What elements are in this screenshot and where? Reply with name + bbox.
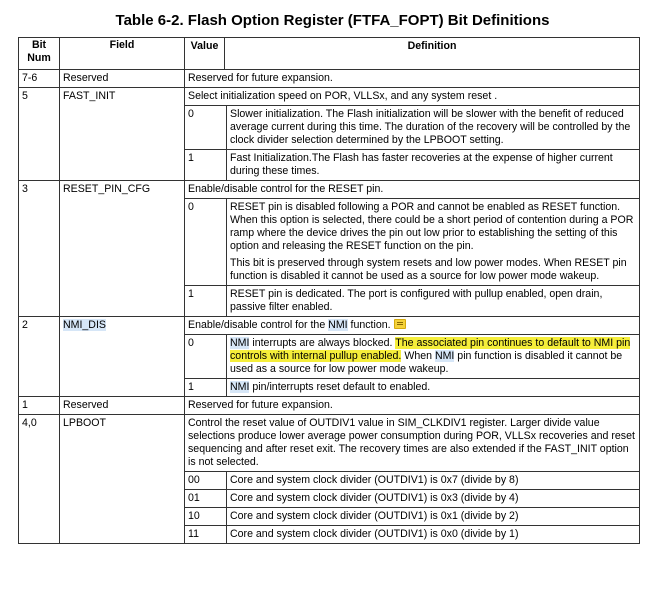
- value-row: [185, 150, 639, 181]
- value-cell: 1: [185, 379, 227, 397]
- table-row: [19, 397, 640, 415]
- value-row: [185, 526, 639, 544]
- definition-text: [185, 317, 639, 334]
- value-cell: 11: [185, 526, 227, 544]
- bit-num-cell: 2: [19, 317, 60, 397]
- header-value: Value: [185, 38, 225, 69]
- table-header-row: [19, 38, 640, 70]
- header-bit-num: Bit Num: [19, 38, 60, 70]
- value-definition: Core and system clock divider (OUTDIV1) is 0x0 (divide by 1): [227, 526, 640, 544]
- yellow-highlight: The associated pin continues to default to NMI pin controls with internal pullup enabled.: [230, 337, 631, 362]
- value-cell: 10: [185, 508, 227, 526]
- value-definition: [227, 335, 640, 379]
- value-row: [185, 335, 639, 379]
- text-run: function.: [347, 319, 391, 331]
- value-definition: Core and system clock divider (OUTDIV1) is 0x7 (divide by 8): [227, 472, 640, 490]
- value-cell: 0: [185, 199, 227, 286]
- paragraph: This bit is preserved through system resets and low power modes. When RESET pin function is disabled it cannot be used as a source for low power mode wakeup.: [230, 257, 627, 282]
- definition-text: Enable/disable control for the RESET pin.: [188, 183, 384, 195]
- definition-cell: Reserved for future expansion.: [185, 397, 640, 415]
- value-definition: RESET pin is dedicated. The port is configured with pullup enabled, open drain, passive filter enabled.: [227, 286, 640, 317]
- paragraph: RESET pin is disabled following a POR and cannot be enabled as RESET function. When this option is selected, there could be a short period of contention during a POR ramp where the device drives the pin out low prior to establishing the setting of this option and releasing the RESET function on the pin.: [230, 201, 634, 252]
- value-row: [185, 490, 639, 508]
- text-run: pin/interrupts reset default to enabled.: [249, 381, 431, 393]
- value-definition: Fast Initialization.The Flash has faster recoveries at the expense of higher current during these times.: [227, 150, 640, 181]
- text-run: pin function is disabled it cannot be used as a source for low power mode wakeup.: [230, 350, 623, 375]
- definition-text: Select initialization speed on POR, VLLSx, and any system reset .: [188, 90, 498, 102]
- nmi-highlight: NMI: [328, 319, 348, 331]
- text-run: Enable/disable control for the: [188, 319, 329, 331]
- bit-num-cell: 5: [19, 88, 60, 181]
- value-cell: 00: [185, 472, 227, 490]
- value-definition: [227, 199, 640, 286]
- value-cell: 1: [185, 286, 227, 317]
- bit-num-cell: 3: [19, 181, 60, 317]
- bit-definitions-table: [18, 37, 640, 544]
- definition-cell: [185, 415, 640, 544]
- table-row: [19, 181, 640, 317]
- table-row: [19, 88, 640, 181]
- value-cell: 1: [185, 150, 227, 181]
- highlighted-field: NMI_DIS: [63, 319, 106, 331]
- table-row: [19, 317, 640, 397]
- value-definition: Core and system clock divider (OUTDIV1) is 0x1 (divide by 2): [227, 508, 640, 526]
- field-cell: Reserved: [60, 397, 185, 415]
- value-definition: [227, 379, 640, 397]
- bit-num-cell: 7-6: [19, 70, 60, 88]
- value-row: [185, 472, 639, 490]
- field-cell: FAST_INIT: [60, 88, 185, 181]
- definition-cell: [185, 317, 640, 397]
- field-cell: RESET_PIN_CFG: [60, 181, 185, 317]
- definition-cell: Reserved for future expansion.: [185, 70, 640, 88]
- table-title: Table 6-2. Flash Option Register (FTFA_FOPT) Bit Definitions: [115, 12, 550, 29]
- value-cell: 0: [185, 335, 227, 379]
- definition-text: Control the reset value of OUTDIV1 value in SIM_CLKDIV1 register. Larger divide value selections produce lower average power consumption during POR, VLLSx recoveries and reset sequencing and after reset exit. The recovery times are also extended if the FAST_INIT option is not selected.: [188, 417, 635, 468]
- value-row: [185, 508, 639, 526]
- field-cell: Reserved: [60, 70, 185, 88]
- value-cell: 01: [185, 490, 227, 508]
- header-field: Field: [60, 38, 185, 70]
- field-cell: LPBOOT: [60, 415, 185, 544]
- comment-note-icon[interactable]: [394, 319, 406, 329]
- bit-num-cell: 4,0: [19, 415, 60, 544]
- nmi-highlight: NMI: [230, 337, 250, 349]
- text-run: When: [401, 350, 435, 362]
- value-cell: 0: [185, 106, 227, 150]
- value-row: [185, 286, 639, 317]
- table-row: [19, 415, 640, 544]
- field-cell: [60, 317, 185, 397]
- nmi-highlight: NMI: [434, 350, 455, 362]
- definition-cell: [185, 181, 640, 317]
- value-row: [185, 379, 639, 397]
- value-definition: Slower initialization. The Flash initialization will be slower with the benefit of reduced average current during this time. The duration of the recovery will be controlled by the clock divider selection determined by the LPBOOT setting.: [227, 106, 640, 150]
- value-row: [185, 199, 639, 286]
- value-row: [185, 106, 639, 150]
- value-definition: Core and system clock divider (OUTDIV1) is 0x3 (divide by 4): [227, 490, 640, 508]
- table-row: [19, 70, 640, 88]
- definition-cell: [185, 88, 640, 181]
- bit-num-cell: 1: [19, 397, 60, 415]
- header-definition: Definition: [407, 40, 457, 52]
- nmi-highlight: NMI: [230, 381, 250, 393]
- text-run: interrupts are always blocked.: [249, 337, 396, 349]
- header-value-definition: [185, 38, 640, 70]
